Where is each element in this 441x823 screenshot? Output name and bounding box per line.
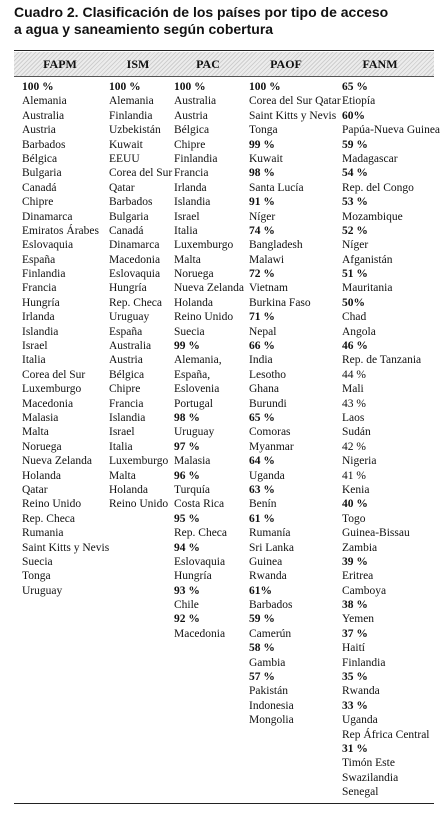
country-entry: Macedonia <box>109 253 161 266</box>
country-entry: Camboya <box>342 584 387 597</box>
bottom-rule <box>14 803 434 804</box>
percent-group-label: 100 % <box>174 81 206 93</box>
header-ism: ISM <box>126 57 150 71</box>
country-entry: Indonesia <box>249 699 294 712</box>
column-ism <box>109 80 172 512</box>
top-rule <box>14 50 434 51</box>
country-entry: Rumanía <box>249 527 291 540</box>
country-entry: Italia <box>109 440 133 453</box>
percent-group-label: 100 % <box>109 81 141 93</box>
country-entry: Austria <box>22 124 56 137</box>
percent-group-label: 39 % <box>342 555 368 568</box>
country-entry: Holanda <box>109 483 148 496</box>
country-entry: Rep África Central <box>342 728 430 741</box>
country-entry: Costa Rica <box>174 498 225 511</box>
country-entry: Hungría <box>22 296 60 309</box>
country-entry: Bulgaria <box>22 167 62 180</box>
country-entry: Senegal <box>342 786 379 799</box>
country-entry: Hungría <box>174 570 212 583</box>
country-entry: Togo <box>342 512 366 525</box>
country-entry: Suecia <box>174 325 205 338</box>
percent-group-label: 99 % <box>174 340 200 353</box>
country-entry: Bangladesh <box>249 239 303 252</box>
percent-group-label: 93 % <box>174 584 200 597</box>
column-fanm <box>342 80 440 800</box>
country-entry: Mali <box>342 383 364 396</box>
percent-group-label: 54 % <box>342 167 368 180</box>
country-entry: Reino Unido <box>109 498 169 511</box>
country-entry: Finlandia <box>174 152 218 165</box>
country-entry: Mauritania <box>342 282 393 295</box>
country-entry: Malta <box>109 469 136 482</box>
country-entry: Rep. del Congo <box>342 181 414 194</box>
column-pac <box>174 80 244 641</box>
country-entry: Corea del Sur <box>22 368 86 381</box>
country-entry: Malasia <box>174 455 211 468</box>
country-entry: Bulgaria <box>109 210 149 223</box>
percent-group-label: 100 % <box>22 81 54 93</box>
country-entry: Dinamarca <box>22 210 73 223</box>
country-entry: Francia <box>174 167 209 180</box>
table-header <box>14 52 434 77</box>
country-entry: Malasia <box>22 411 59 424</box>
percent-group-label: 50% <box>342 296 365 309</box>
country-entry: Eslovenia <box>174 383 220 396</box>
country-entry: Lesotho <box>249 368 287 381</box>
country-entry: Níger <box>342 239 369 252</box>
country-entry: Uruguay <box>109 311 150 324</box>
country-entry: Nepal <box>249 325 277 338</box>
country-entry: Holanda <box>174 296 213 309</box>
country-entry: Vietnam <box>249 282 288 295</box>
country-entry: Uzbekistán <box>109 124 161 137</box>
country-entry: Rep. de Tanzania <box>342 354 422 367</box>
country-entry: Islandia <box>174 196 211 209</box>
table-caption <box>14 4 434 38</box>
country-entry: Uganda <box>342 714 378 727</box>
header-pac: PAC <box>196 57 220 71</box>
country-entry: Finlandia <box>342 656 386 669</box>
country-entry: Uruguay <box>22 584 63 597</box>
column-paof <box>249 80 341 728</box>
country-entry: Timón Este <box>342 757 395 770</box>
country-entry: Australia <box>22 109 65 122</box>
percent-group-label: 96 % <box>174 469 200 482</box>
percent-group-label: 57 % <box>249 671 275 684</box>
country-entry: Rwanda <box>342 685 380 698</box>
country-entry: Luxemburgo <box>109 455 169 468</box>
percent-group-label: 66 % <box>249 340 275 353</box>
country-entry: Guinea-Bissau <box>342 527 410 540</box>
country-entry: Reino Unido <box>174 311 234 324</box>
country-entry: Camerún <box>249 627 292 640</box>
country-entry: Malta <box>174 253 201 266</box>
country-entry: India <box>249 354 273 367</box>
country-entry: Chipre <box>22 196 54 209</box>
country-entry: Saint Kitts y Nevis <box>22 541 110 554</box>
percent-group-label: 59 % <box>249 613 275 626</box>
country-entry: Macedonia <box>22 397 74 410</box>
country-entry: Uganda <box>249 469 285 482</box>
percent-group-label: 35 % <box>342 671 368 684</box>
country-entry: Australia <box>174 95 217 108</box>
country-entry: España, <box>174 368 211 381</box>
country-entry: Alemania, <box>174 354 222 367</box>
country-entry: España <box>109 325 143 338</box>
country-entry: Finlandia <box>109 109 153 122</box>
country-entry: Myanmar <box>249 440 294 453</box>
percent-group-label: 63 % <box>249 483 275 496</box>
country-entry: Israel <box>109 426 135 439</box>
country-entry: Islandia <box>22 325 59 338</box>
country-entry: Emiratos Árabes <box>22 224 99 237</box>
country-entry: Tonga <box>249 124 278 137</box>
country-entry: 41 % <box>342 469 366 482</box>
percent-group-label: 51 % <box>342 268 368 281</box>
country-entry: Bélgica <box>22 152 58 165</box>
country-entry: Barbados <box>249 599 293 612</box>
percent-group-label: 64 % <box>249 455 275 468</box>
percent-group-label: 52 % <box>342 224 368 237</box>
percent-group-label: 65 % <box>249 411 275 424</box>
country-entry: Malawi <box>249 253 285 266</box>
caption-line-2: a agua y saneamiento según cobertura <box>14 21 274 37</box>
country-entry: 43 % <box>342 397 366 410</box>
country-entry: Rep. Checa <box>22 512 76 525</box>
country-entry: Zambia <box>342 541 378 554</box>
country-entry: Bélgica <box>174 124 210 137</box>
percent-group-label: 65 % <box>342 81 368 93</box>
country-entry: Mongolia <box>249 714 294 727</box>
country-entry: Guinea <box>249 555 283 568</box>
country-entry: Eslovaquia <box>109 268 161 281</box>
country-entry: Ghana <box>249 383 280 396</box>
country-entry: 44 % <box>342 368 366 381</box>
country-entry: Israel <box>22 340 48 353</box>
country-entry: Gambia <box>249 656 286 669</box>
country-entry: Pakistán <box>249 685 288 698</box>
country-entry: Suecia <box>22 555 53 568</box>
country-entry: Nigeria <box>342 455 377 468</box>
country-entry: Níger <box>249 210 276 223</box>
country-entry: Chile <box>174 599 199 612</box>
percent-group-label: 74 % <box>249 224 275 237</box>
country-entry: Rumania <box>22 527 64 540</box>
country-entry: Luxemburgo <box>22 383 82 396</box>
percent-group-label: 97 % <box>174 440 200 453</box>
percent-group-label: 38 % <box>342 599 368 612</box>
country-entry: Angola <box>342 325 376 338</box>
country-entry: Qatar <box>109 181 135 194</box>
percent-group-label: 37 % <box>342 627 368 640</box>
country-entry: Santa Lucía <box>249 181 304 194</box>
country-entry: Mozambique <box>342 210 403 223</box>
percent-group-label: 46 % <box>342 340 368 353</box>
percent-group-label: 98 % <box>174 411 200 424</box>
country-entry: Etiopía <box>342 95 376 108</box>
country-entry: Kuwait <box>109 138 143 151</box>
country-entry: Nueva Zelanda <box>22 455 92 468</box>
country-entry: Corea del Sur <box>109 167 173 180</box>
percent-group-label: 98 % <box>249 167 275 180</box>
country-entry: Irlanda <box>22 311 55 324</box>
country-entry: Afganistán <box>342 253 393 266</box>
country-entry: Austria <box>174 109 208 122</box>
country-entry: 42 % <box>342 440 366 453</box>
percent-group-label: 60% <box>342 109 365 122</box>
country-entry: Noruega <box>22 440 62 453</box>
country-entry: Italia <box>22 354 46 367</box>
country-entry: Rep. Checa <box>109 296 163 309</box>
country-entry: Austria <box>109 354 143 367</box>
country-entry: Benín <box>249 498 277 511</box>
header-paof: PAOF <box>270 57 302 71</box>
country-entry: Reino Unido <box>22 498 82 511</box>
country-entry: Alemania <box>109 95 154 108</box>
country-entry: Eslovaquia <box>22 239 74 252</box>
percent-group-label: 31 % <box>342 742 368 755</box>
country-entry: Francia <box>22 282 57 295</box>
percent-group-label: 92 % <box>174 613 200 626</box>
country-entry: Macedonia <box>174 627 226 640</box>
country-entry: Noruega <box>174 268 214 281</box>
percent-group-label: 61 % <box>249 512 275 525</box>
country-entry: España <box>22 253 56 266</box>
country-entry: Swazilandia <box>342 771 399 784</box>
country-entry: EEUU <box>109 152 140 165</box>
country-entry: Sudán <box>342 426 371 439</box>
country-entry: Alemania <box>22 95 67 108</box>
percent-group-label: 59 % <box>342 138 368 151</box>
column-fapm <box>22 80 109 598</box>
country-entry: Rep. Checa <box>174 527 228 540</box>
country-entry: Canadá <box>109 224 144 237</box>
percent-group-label: 94 % <box>174 541 200 554</box>
percent-group-label: 100 % <box>249 81 281 93</box>
percent-group-label: 72 % <box>249 268 275 281</box>
country-entry: Barbados <box>22 138 66 151</box>
percent-group-label: 61% <box>249 584 272 597</box>
country-entry: Bélgica <box>109 368 145 381</box>
percent-group-label: 71 % <box>249 311 275 324</box>
country-entry: Laos <box>342 411 365 424</box>
percent-group-label: 95 % <box>174 512 200 525</box>
country-entry: Holanda <box>22 469 61 482</box>
country-entry: Francia <box>109 397 144 410</box>
country-entry: Haití <box>342 642 365 655</box>
country-entry: Tonga <box>22 570 51 583</box>
country-entry: Uruguay <box>174 426 215 439</box>
country-entry: Canadá <box>22 181 57 194</box>
country-entry: Burkina Faso <box>249 296 311 309</box>
header-fapm: FAPM <box>43 57 77 71</box>
percent-group-label: 58 % <box>249 642 275 655</box>
country-entry: Portugal <box>174 397 213 410</box>
country-entry: Saint Kitts y Nevis <box>249 109 337 122</box>
country-entry: Eritrea <box>342 570 374 583</box>
country-entry: Qatar <box>22 483 48 496</box>
country-entry: Comoras <box>249 426 291 439</box>
percent-group-label: 99 % <box>249 138 275 151</box>
country-entry: Madagascar <box>342 152 398 165</box>
country-entry: Yemen <box>342 613 375 626</box>
country-entry: Burundi <box>249 397 287 410</box>
header-fanm: FANM <box>362 57 398 71</box>
country-entry: Papúa-Nueva Guinea <box>342 124 441 137</box>
country-entry: Chipre <box>174 138 206 151</box>
country-entry: Chipre <box>109 383 141 396</box>
country-entry: Hungría <box>109 282 147 295</box>
country-entry: Finlandia <box>22 268 66 281</box>
country-entry: Luxemburgo <box>174 239 234 252</box>
country-entry: Sri Lanka <box>249 541 295 554</box>
country-entry: Chad <box>342 311 367 324</box>
country-entry: Kuwait <box>249 152 283 165</box>
country-entry: Islandia <box>109 411 146 424</box>
percent-group-label: 40 % <box>342 498 368 511</box>
country-entry: Italia <box>174 224 198 237</box>
percent-group-label: 53 % <box>342 196 368 209</box>
country-entry: Barbados <box>109 196 153 209</box>
country-entry: Rwanda <box>249 570 287 583</box>
country-entry: Australia <box>109 340 152 353</box>
percent-group-label: 33 % <box>342 699 368 712</box>
country-entry: Kenia <box>342 483 370 496</box>
country-entry: Turquía <box>174 483 210 496</box>
country-entry: Eslovaquia <box>174 555 226 568</box>
country-entry: Dinamarca <box>109 239 160 252</box>
country-entry: Israel <box>174 210 200 223</box>
caption-line-1: Cuadro 2. Clasificación de los países por tipo de acceso <box>14 4 389 20</box>
country-entry: Malta <box>22 426 49 439</box>
percent-group-label: 91 % <box>249 196 275 209</box>
country-entry: Corea del Sur Qatar <box>249 95 341 108</box>
country-entry: Nueva Zelanda <box>174 282 244 295</box>
country-entry: Irlanda <box>174 181 207 194</box>
